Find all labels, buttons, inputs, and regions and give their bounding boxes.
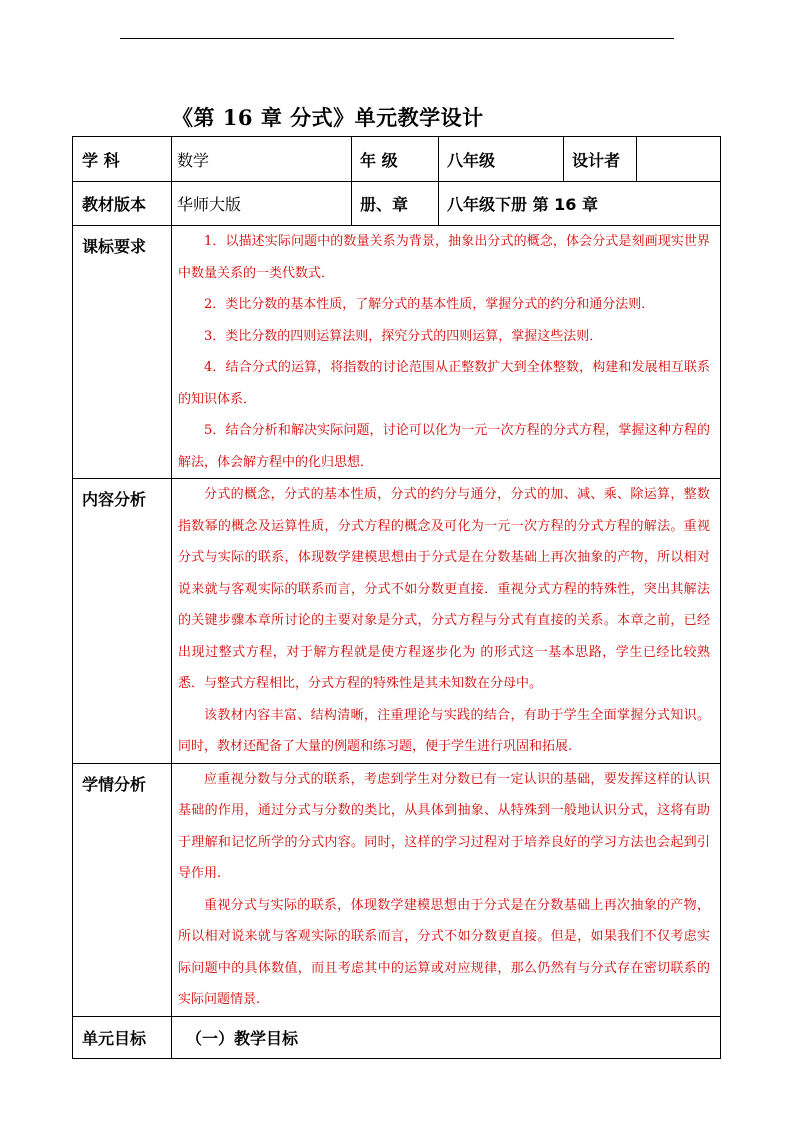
curriculum-item: 3．类比分数的四则运算法则，探究分式的四则运算，掌握这些法则． <box>204 328 603 344</box>
chapter-value: 八年级下册 第 16 章 <box>439 182 721 226</box>
designer-value <box>637 137 721 182</box>
unit-goals-label: 单元目标 <box>73 1016 172 1058</box>
subject-label: 学 科 <box>73 137 172 182</box>
designer-label: 设计者 <box>564 137 637 182</box>
unit-goals-heading: （一）教学目标 <box>172 1016 721 1058</box>
curriculum-content <box>172 226 721 479</box>
student-paragraph: 重视分式与实际的联系，体现数学建模思想由于分式是在分数基础上再次抽象的产物，所以相对说来就与客观实际的联系而言，分式不如分数更直接。但是，如果我们不仅考虑实际问题中的具体数值，而且考虑其中的运算或对应规律，那么仍然有与分式存在密切联系的实际问题情景. <box>178 897 710 1007</box>
curriculum-item: 1．以描述实际问题中的数量关系为背景，抽象出分式的概念，体会分式是刻画现实世界中数量关系的一类代数式． <box>178 234 710 281</box>
row-curriculum <box>73 226 721 479</box>
row-student-analysis <box>73 763 721 1016</box>
content-analysis-label: 内容分析 <box>73 479 172 764</box>
content-analysis-content <box>172 479 721 764</box>
curriculum-item: 5．结合分析和解决实际问题，讨论可以化为一元一次方程的分式方程，掌握这种方程的解法，体会解方程中的化归思想． <box>178 423 710 470</box>
document-title: 《第 16 章 分式》单元教学设计 <box>172 105 484 130</box>
curriculum-label: 课标要求 <box>73 226 172 479</box>
design-table <box>72 136 721 1059</box>
student-paragraph: 应重视分数与分式的联系，考虑到学生对分数已有一定认识的基础，要发挥这样的认识基础的作用，通过分式与分数的类比，从具体到抽象、从特殊到一般地认识分式，这将有助于理解和记忆所学的分式内容。同时，这样的学习过程对于培养良好的学习方法也会起到引导作用. <box>178 771 710 881</box>
edition-value: 华师大版 <box>172 182 352 226</box>
header-rule <box>120 38 674 39</box>
row-content-analysis <box>73 479 721 764</box>
row-subject <box>73 137 721 182</box>
student-analysis-label: 学情分析 <box>73 763 172 1016</box>
curriculum-item: 4．结合分式的运算，将指数的讨论范围从正整数扩大到全体整数，构建和发展相互联系的知识体系． <box>178 360 710 407</box>
chapter-label: 册、章 <box>352 182 439 226</box>
student-analysis-content <box>172 763 721 1016</box>
row-edition <box>73 182 721 226</box>
subject-value: 数学 <box>172 137 352 182</box>
content-paragraph: 该教材内容丰富、结构清晰，注重理论与实践的结合，有助于学生全面掌握分式知识。同时，教材还配备了大量的例题和练习题，便于学生进行巩固和拓展. <box>178 707 710 754</box>
curriculum-item: 2．类比分数的基本性质，了解分式的基本性质，掌握分式的约分和通分法则． <box>204 297 655 312</box>
grade-value: 八年级 <box>439 137 564 182</box>
content-paragraph: 分式的概念，分式的基本性质，分式的约分与通分，分式的加、减、乘、除运算，整数指数幂的概念及运算性质，分式方程的概念及可化为一元一次方程的分式方程的解法。重视分式与实际的联系，体现数学建模思想由于分式是在分数基础上再次抽象的产物，所以相对说来就与客观实际的联系而言，分式不如分数更直接．重视分式方程的特殊性，突出其解法的关键步骤本章所讨论的主要对象是分式，分式方程与分式有直接的关系。本章之前，已经出现过整式方程，对于解方程就是使方程逐步化为 的形式这一基本思路，学生已经比较熟悉．与整式方程相比，分式方程的特殊性是其未知数在分母中。 <box>178 487 710 691</box>
grade-label: 年 级 <box>352 137 439 182</box>
row-unit-goals <box>73 1016 721 1058</box>
edition-label: 教材版本 <box>73 182 172 226</box>
